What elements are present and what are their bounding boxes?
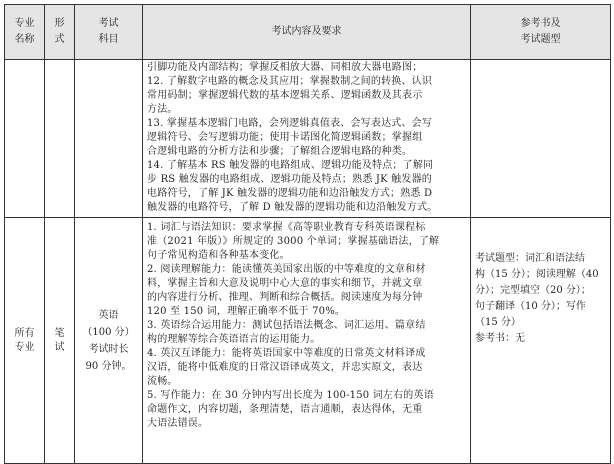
content-line: 电路符号，了解 JK 触发器的逻辑功能和边沿触发方式；熟悉 D	[147, 188, 433, 199]
content-line: 4. 英汉互译能力：能将英语国家中等难度的日常英文材料译成	[147, 348, 426, 359]
content-line: 逻辑符号、会写逻辑功能；使用卡诺图化简逻辑函数；掌握组	[147, 132, 423, 143]
content-line: 构的理解等综合英语语言的运用能力。	[147, 334, 321, 345]
header-major: 专业 名称	[5, 5, 45, 60]
row1-subject-cell	[75, 60, 143, 218]
content-line: 句子常见构造和各种基本变化。	[147, 250, 290, 261]
content-line: 方法。	[147, 104, 178, 115]
row2-ref-cell	[471, 218, 611, 464]
content-line: 引脚功能及内部结构；掌握反相放大器、同相放大器电路图；	[147, 62, 423, 73]
content-line: 2. 阅读理解能力：能读懂英美国家出版的中等难度的文章和材	[147, 264, 426, 275]
ref-line: （15 分）	[475, 317, 521, 328]
content-line: 的内容进行分析、推理、判断和综合概括。阅读速度为每分钟	[147, 292, 423, 303]
row2-form-cell: 笔 试	[45, 218, 75, 464]
row2-major-cell: 所有 专业	[5, 218, 45, 464]
exam-table	[4, 4, 611, 464]
header-form: 形 式	[45, 5, 75, 60]
table-header-row	[5, 5, 611, 60]
content-line: 汉语，能将中低难度的日常汉语译成英文，并忠实原文，表达	[147, 362, 423, 373]
content-line: 12. 了解数字电路的概念及其应用；掌握数制之间的转换、认识	[147, 76, 433, 87]
header-content: 考试内容及要求	[143, 5, 471, 60]
table-row	[5, 60, 611, 218]
ref-line: 考试题型：词汇和语法结	[475, 253, 585, 264]
content-line: 13. 掌握基本逻辑门电路，会列逻辑真值表、会写表达式、会写	[147, 118, 433, 129]
content-line: 命题作文，内容切题，条理清楚，语言通顺，表达得体，无重	[147, 404, 423, 415]
row2-subject-cell: 英语 （100 分） 考试时长 90 分钟。	[75, 218, 143, 464]
row2-content-cell	[143, 218, 471, 464]
ref-line: 句子翻译（10 分）；写作	[475, 301, 586, 312]
content-line: 步 RS 触发器的电路组成、逻辑功能及特点；熟悉 JK 触发器的	[147, 174, 432, 185]
ref-line: 构（15 分）；阅读理解（40	[475, 269, 599, 280]
row1-form-cell	[45, 60, 75, 218]
row1-content-cell	[143, 60, 471, 218]
content-line: 触发器的电路符号，了解 D 触发器的逻辑功能和边沿触发方式。	[147, 202, 438, 213]
ref-line: 分）；完型填空（20 分）；	[475, 285, 591, 296]
content-line: 常用码制；掌握逻辑代数的基本逻辑关系、逻辑函数及其表示	[147, 90, 423, 101]
content-line: 120 至 150 词，理解正确率不低于 70%。	[147, 306, 346, 317]
ref-line: 参考书：无	[475, 333, 525, 344]
content-line: 料，掌握主旨和大意及说明中心大意的事实和细节，并就文章	[147, 278, 423, 289]
table-row	[5, 218, 611, 464]
content-line: 1. 词汇与语法知识：要求掌握《高等职业教育专科英语课程标	[147, 222, 426, 233]
header-ref: 参考书及 考试题型	[471, 5, 611, 60]
content-line: 准（2021 年版）》所规定的 3000 个单词；掌握基础语法，了解	[147, 236, 440, 247]
header-subject: 考试 科目	[75, 5, 143, 60]
content-line: 3. 英语综合运用能力：测试包括语法概念、词汇运用、篇章结	[147, 320, 426, 331]
content-line: 大语法错误。	[147, 418, 209, 429]
row1-ref-cell	[471, 60, 611, 218]
content-line: 流畅。	[147, 376, 178, 387]
content-line: 14. 了解基本 RS 触发器的电路组成、逻辑功能及特点；了解同	[147, 160, 434, 171]
content-line: 5. 写作能力：在 30 分钟内写出长度为 100-150 词左右的英语	[147, 390, 434, 401]
row1-major-cell	[5, 60, 45, 218]
content-line: 合逻辑电路的分析方法和步骤；了解组合逻辑电路的种类。	[147, 146, 413, 157]
